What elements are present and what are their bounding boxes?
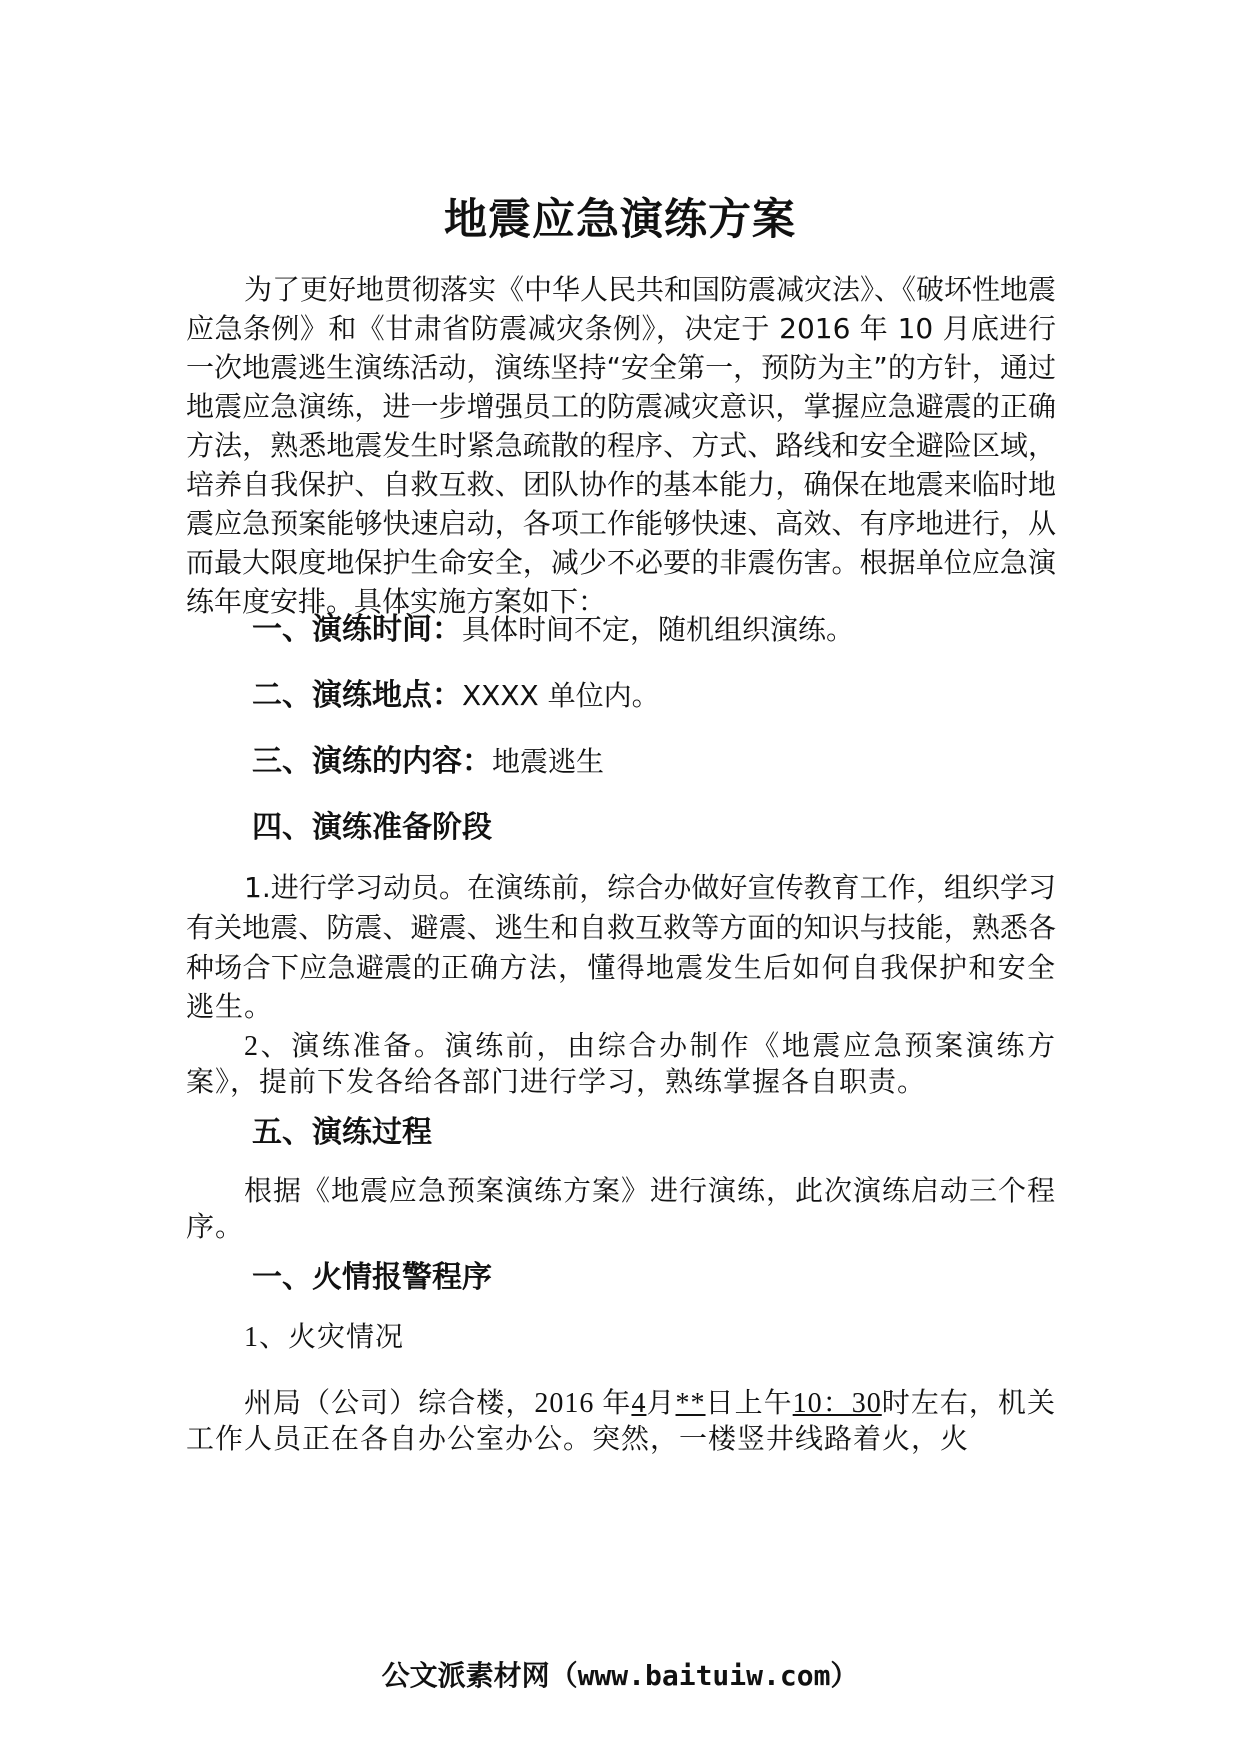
process-paragraph: 根据《地震应急预案演练方案》进行演练，此次演练启动三个程序。 (186, 1176, 1057, 1243)
fire-month: 4 (631, 1388, 647, 1419)
subsection-fire-alarm (252, 1258, 492, 1298)
prep-item-2: 2、演练准备。演练前，由综合办制作《地震应急预案演练方案》，提前下发各给各部门进行学习，熟练掌握各自职责。 (186, 1031, 1056, 1098)
fire-situation-heading: 1、火灾情况 (244, 1322, 405, 1353)
section-content-text: 地震逃生 (492, 745, 605, 778)
section-preparation (252, 808, 492, 848)
fire-text-part4: 时左右，机关工作人员正在各自办公室办公。突然，一楼竖井线路着火，火 (186, 1388, 1056, 1455)
prep-item-1 (186, 868, 1056, 1027)
section-process-label: 五、演练过程 (252, 1115, 432, 1150)
fire-text-part3: 日上午 (705, 1388, 793, 1419)
section-place-text: XXXX 单位内。 (462, 679, 660, 712)
fire-time: 10：30 (792, 1388, 882, 1419)
fire-day: ** (675, 1388, 706, 1419)
section-process (252, 1113, 432, 1153)
footer-watermark: 公文派素材网（www.baituiw.com） (381, 1659, 859, 1692)
section-time-text: 具体时间不定，随机组织演练。 (462, 613, 855, 646)
section-content-label: 三、演练的内容： (252, 744, 492, 779)
section-place (252, 676, 660, 716)
section-content (252, 742, 604, 782)
subsection-fire-alarm-label: 一、火情报警程序 (252, 1260, 492, 1295)
fire-situation-paragraph (186, 1386, 1056, 1458)
fire-text-part1: 州局（公司）综合楼，2016 年 (244, 1388, 632, 1419)
prep-item-1-sans-text: 1.进行学习动员。在演练前，综合办做好宣传教育工作，组织学习有关地震、防震、避震、逃生和自救互救等方面的知识与技能，熟悉各种场合下应急避震的 (186, 871, 1056, 984)
document-title: 地震应急演练方案 (444, 195, 796, 245)
fire-text-part2: 月 (646, 1388, 676, 1419)
section-place-label: 二、演练地点： (252, 678, 462, 713)
section-time (252, 610, 854, 650)
section-time-label: 一、演练时间： (252, 612, 462, 647)
prep-item-1-serif-text: 正确方法，懂得地震发生后如何自我保护和安全逃生。 (186, 953, 1056, 1023)
section-preparation-label: 四、演练准备阶段 (252, 810, 492, 845)
intro-paragraph: 为了更好地贯彻落实《中华人民共和国防震减灾法》、《破坏性地震应急条例》和《甘肃省防震减灾条例》，决定于 2016 年 10 月底进行一次地震逃生演练活动，演练坚持“安全第一，预防为主”的方针，通过地震应急演练，进一步增强员工的防震减灾意识，掌握应急避震的正确方法，熟悉地震发生时紧急疏散的程序、方式、路线和安全避险区域，培养自我保护、自救互救、团队协作的基本能力，确保在地震来临时地震应急预案能够快速启动，各项工作能够快速、高效、有序地进行，从而最大限度地保护生命安全，减少不必要的非震伤害。根据单位应急演练年度安排。具体实施方案如下： (186, 273, 1057, 618)
